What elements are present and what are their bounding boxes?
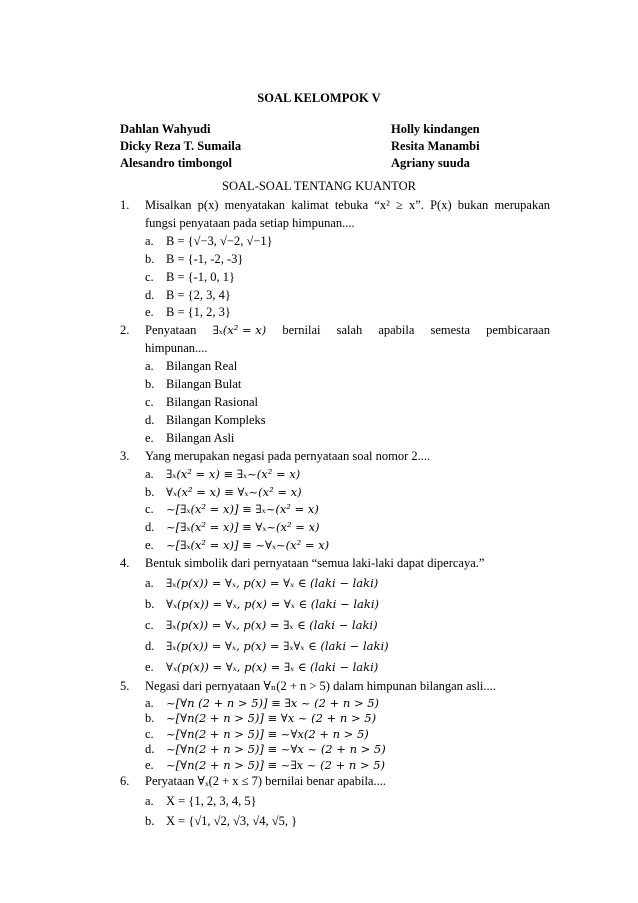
question-6 xyxy=(120,773,550,831)
section-subtitle: SOAL-SOAL TENTANG KUANTOR xyxy=(222,179,416,193)
option xyxy=(145,742,550,758)
option xyxy=(145,376,550,394)
option-label: a. xyxy=(145,359,154,374)
option xyxy=(145,394,550,412)
option-label: c. xyxy=(145,502,154,517)
option xyxy=(145,711,550,727)
question-number: 5. xyxy=(120,679,130,694)
question-4 xyxy=(120,555,550,678)
option-label: b. xyxy=(145,251,155,266)
option-label: b. xyxy=(145,484,155,499)
author-row xyxy=(120,155,560,172)
option xyxy=(145,269,550,287)
question-number: 3. xyxy=(120,448,130,463)
option-formula: ∃ₓ(p(x)) = ∀ₓ, p(x) = ∀ₓ ∈ (laki − laki) xyxy=(166,576,379,591)
option xyxy=(145,304,550,322)
option-label: e. xyxy=(145,757,154,772)
question-5 xyxy=(120,678,550,773)
option-text: Bilangan Rasional xyxy=(166,394,258,409)
question-text-continued: himpunan.... xyxy=(145,341,208,356)
option-text: Bilangan Kompleks xyxy=(166,412,266,427)
question-word: bernilai xyxy=(282,323,321,338)
option-formula: ~[∀n(2 + n > 5)] ≡ ~∃x ~ (2 + n > 5) xyxy=(166,757,386,772)
option-label: b. xyxy=(145,597,155,612)
question-text: Bentuk simbolik dari pernyataan “semua laki-laki dapat dipercaya.” xyxy=(145,556,485,571)
author-name: Agriany suuda xyxy=(391,156,470,170)
option xyxy=(145,696,550,712)
option xyxy=(145,811,550,831)
option-label: d. xyxy=(145,412,155,427)
author-row xyxy=(120,138,560,155)
option-formula: ∀ₓ(p(x)) = ∀ₓ, p(x) = ∃ₓ ∈ (laki − laki) xyxy=(166,660,379,675)
option xyxy=(145,636,550,657)
option-text: B = {√−3, √−2, √−1} xyxy=(166,233,273,248)
option-label: d. xyxy=(145,520,155,535)
option-formula: ∀ₓ(p(x)) = ∀ₓ, p(x) = ∀ₓ ∈ (laki − laki) xyxy=(166,597,379,612)
option-list xyxy=(145,358,550,448)
option-label: e. xyxy=(145,305,154,320)
option xyxy=(145,251,550,269)
option-label: d. xyxy=(145,639,155,654)
option-label: c. xyxy=(145,269,154,284)
document-title: SOAL KELOMPOK V xyxy=(257,91,381,105)
question-text: Yang merupakan negasi pada pernyataan soal nomor 2.... xyxy=(145,448,431,463)
question-text: Peryataan ∀ₓ(2 + x ≤ 7) bernilai benar apabila.... xyxy=(145,774,386,789)
option xyxy=(145,657,550,678)
option-list xyxy=(145,233,550,323)
option xyxy=(145,615,550,636)
option-label: c. xyxy=(145,618,154,633)
author-name: Alesandro timbongol xyxy=(120,156,232,170)
question-text: Misalkan p(x) menyatakan kalimat tebuka “x² ≥ x”. P(x) bukan merupakan fungsi penyataan pada setiap himpunan.... xyxy=(145,198,550,230)
option xyxy=(145,484,550,502)
option xyxy=(145,466,550,484)
option-label: b. xyxy=(145,711,155,726)
option-text: X = {√1, √2, √3, √4, √5, } xyxy=(166,814,298,829)
option-text: B = {1, 2, 3} xyxy=(166,305,231,320)
question-text xyxy=(145,322,550,340)
option-formula: ~[∀n(2 + n > 5)] ≡ ∀x ~ (2 + n > 5) xyxy=(166,711,377,726)
question-list xyxy=(120,197,550,831)
question-word: salah xyxy=(336,323,363,338)
option xyxy=(145,519,550,537)
question-formula: ∃ₓ(x² = x) xyxy=(212,323,267,338)
question-word: pembicaraan xyxy=(486,323,550,338)
question-2 xyxy=(120,322,550,447)
question-word: apabila xyxy=(378,323,415,338)
option-label: c. xyxy=(145,726,154,741)
option xyxy=(145,430,550,448)
question-number: 6. xyxy=(120,774,130,789)
option-formula: ∃ₓ(p(x)) = ∀ₓ, p(x) = ∃ₓ ∈ (laki − laki) xyxy=(166,618,378,633)
option-formula: ~[∃ₓ(x² = x)] ≡ ∀ₓ~(x² = x) xyxy=(166,520,320,535)
option-label: a. xyxy=(145,233,154,248)
option xyxy=(145,501,550,519)
question-text: Negasi dari pernyataan ∀ₙ(2 + n > 5) dalam himpunan bilangan asli.... xyxy=(145,679,496,694)
option-label: e. xyxy=(145,660,154,675)
option-formula: ~[∃ₓ(x² = x)] ≡ ~∀ₓ~(x² = x) xyxy=(166,538,330,553)
option-formula: ~[∃ₓ(x² = x)] ≡ ∃ₓ~(x² = x) xyxy=(166,502,319,517)
option-text: B = {-1, -2, -3} xyxy=(166,251,244,266)
author-name: Dicky Reza T. Sumaila xyxy=(120,139,242,153)
option-label: d. xyxy=(145,287,155,302)
option-formula: ∃ₓ(x² = x) ≡ ∃ₓ~(x² = x) xyxy=(166,466,301,481)
option xyxy=(145,412,550,430)
option-label: e. xyxy=(145,538,154,553)
option-list xyxy=(145,696,550,774)
option-label: a. xyxy=(145,576,154,591)
option-formula: ~[∀n(2 + n > 5)] ≡ ~∀x(2 + n > 5) xyxy=(166,726,369,741)
option-label: c. xyxy=(145,394,154,409)
question-number: 1. xyxy=(120,198,130,212)
author-name: Holly kindangen xyxy=(391,122,480,136)
option-text: Bilangan Bulat xyxy=(166,377,242,392)
option-formula: ~[∀n(2 + n > 5)] ≡ ~∀x ~ (2 + n > 5) xyxy=(166,742,386,757)
question-word: semesta xyxy=(430,323,471,338)
question-number: 4. xyxy=(120,556,130,571)
option xyxy=(145,358,550,376)
question-3 xyxy=(120,448,550,555)
option-label: d. xyxy=(145,742,155,757)
author-list xyxy=(120,121,560,172)
author-name: Dahlan Wahyudi xyxy=(120,122,211,136)
option-list xyxy=(145,791,550,831)
option xyxy=(145,287,550,305)
question-number: 2. xyxy=(120,323,130,338)
option xyxy=(145,758,550,774)
option-formula: ~[∀n (2 + n > 5)] ≡ ∃x ~ (2 + n > 5) xyxy=(166,695,380,710)
option xyxy=(145,233,550,251)
option-label: a. xyxy=(145,466,154,481)
option-list xyxy=(145,573,550,678)
option-label: a. xyxy=(145,695,154,710)
option xyxy=(145,537,550,555)
option xyxy=(145,573,550,594)
question-word: Penyataan xyxy=(145,323,197,338)
option-text: Bilangan Asli xyxy=(166,430,235,445)
option xyxy=(145,727,550,743)
option-label: b. xyxy=(145,377,155,392)
option xyxy=(145,791,550,811)
option-text: B = {2, 3, 4} xyxy=(166,287,231,302)
author-name: Resita Manambi xyxy=(391,139,480,153)
option-label: b. xyxy=(145,814,155,829)
option-label: e. xyxy=(145,430,154,445)
option-formula: ∃ₓ(p(x)) = ∀ₓ, p(x) = ∃ₓ∀ₓ ∈ (laki − laki) xyxy=(166,639,389,654)
author-row xyxy=(120,121,560,138)
option-text: X = {1, 2, 3, 4, 5} xyxy=(166,794,257,809)
option-text: Bilangan Real xyxy=(166,359,238,374)
option-list xyxy=(145,466,550,556)
option-formula: ∀ₓ(x² = x) ≡ ∀ₓ~(x² = x) xyxy=(166,484,302,499)
question-1 xyxy=(120,197,550,322)
option-label: a. xyxy=(145,794,154,809)
option-text: B = {-1, 0, 1} xyxy=(166,269,236,284)
option xyxy=(145,594,550,615)
